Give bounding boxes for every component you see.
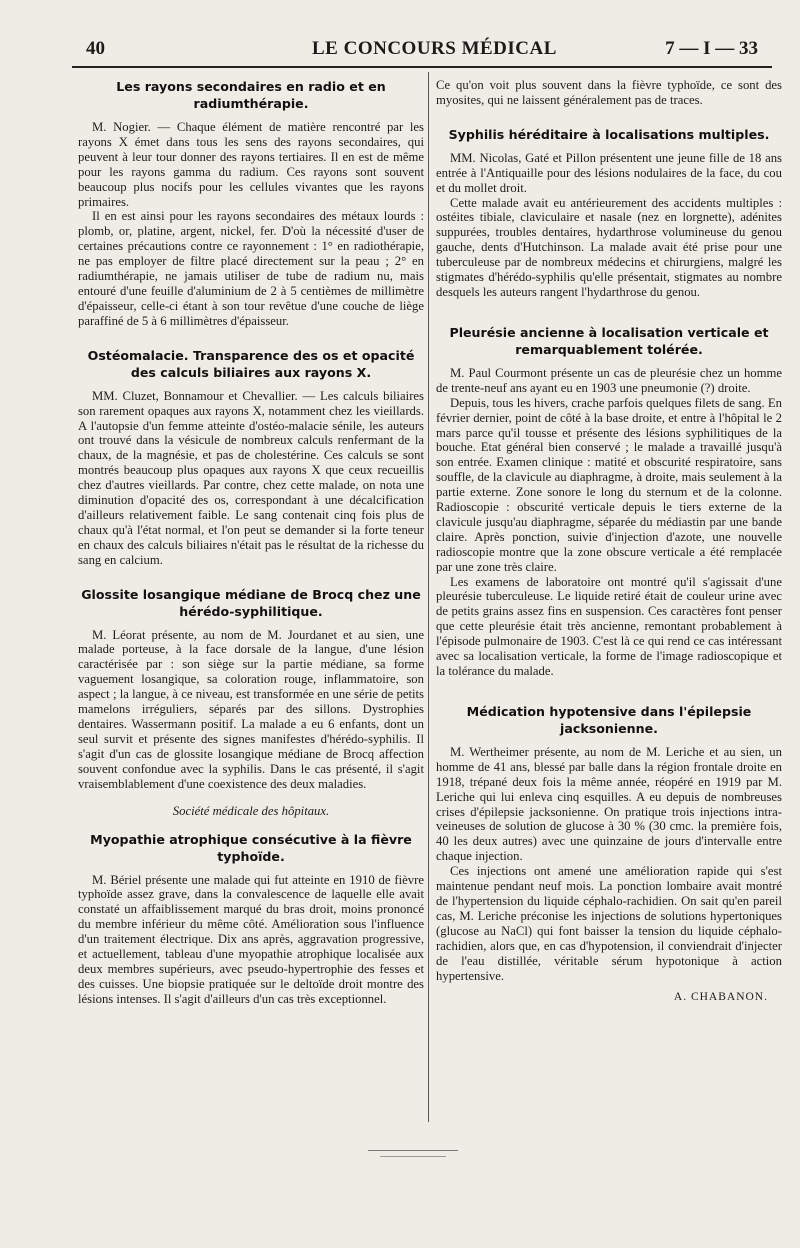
paragraph: Il en est ainsi pour les rayons secondaires des métaux lourds : plomb, or, platine, argent, nickel, fer. D'où la nécessité d'user de certaines précautions contre ce rayonnement : 1° en radiothérapie, ne pas employer de filtre placé directement sur la peau ; 2° en radiumthérapie, ne jamais utiliser de tube de radium nu, mais entouré d'une feuille d'aluminium de 2 à 5 centièmes de millimètre d'épaisseur, celle-ci étant à son tour revêtue d'une couche de liège paraffiné de 5 à 6 millimètres d'épaisseur. bbox=[78, 209, 424, 328]
paragraph: M. Nogier. — Chaque élément de matière rencontré par les rayons X émet dans tous les sens des rayons secondaires, qui peuvent à leur tour donner des rayons tertiaires. Il en est de même pour les rayons gamma du radium. Ces rayons sont souvent beaucoup plus nocifs pour les cellules vivantes que les rayons primaires. bbox=[78, 120, 424, 209]
paragraph: MM. Nicolas, Gaté et Pillon présentent une jeune fille de 18 ans entrée à l'Antiquaille pour des lésions nodulaires de la face, du cou et du mollet droit. bbox=[436, 150, 782, 195]
author-signature: A. CHABANON. bbox=[673, 991, 768, 1004]
article-title-osteomalacia: Ostéomalacie. Transparence des os et opacité des calculs biliaires aux rayons X. bbox=[87, 347, 415, 380]
left-column bbox=[78, 78, 424, 1007]
paragraph: M. Léorat présente, au nom de M. Jourdanet et au sien, une malade porteuse, à la face dorsale de la langue, d'une lésion caractérisée par : son siège sur la partie médiane, sa forme vaguement losangique, sa coloration rouge, inflammatoire, son aspect ; la langue, à ce niveau, est transformée en une série de petits mamelons irréguliers, séparés par des sillons. Dystrophies dentaires. Wassermann positif. La malade a eu 6 enfants, dont un seul survit et présente des signes manifestes d'hérédo-syphilis. Il s'agit d'un cas de glossite losangique médiane de Brocq affection souvent confondue avec la syphilis. Dans le cas présenté, il s'agit vraisemblablement d'une coexistence des deux maladies. bbox=[78, 627, 424, 791]
article-title-epilepsy: Médication hypotensive dans l'épilepsie jacksonienne. bbox=[466, 703, 752, 736]
paragraph: Depuis, tous les hivers, crache parfois quelques filets de sang. En février dernier, point de côté à la base droite, et entre à l'hôpital le 2 mars parce qu'il tousse et présente des lésions syphilitiques de la bouche. Etat général bien conservé ; le malade a travaillé jusqu'à son entrée. Examen clinique : matité et obscurité respiratoire, sans souffle, de la clavicule au diaphragme, à droite, mais seulement à la partie externe. Zone sonore le long du sternum et de la colonne. Radioscopie : obscurité verticale depuis le tiers externe de la clavicule jusqu'au diaphragme, séparée du médiastin par une bande claire. Après ponction, suivie d'injection d'azote, une nouvelle radioscopie montre que la zone obscure verticale a été remplacée par une zone très claire. bbox=[436, 395, 782, 574]
page-number: 40 bbox=[86, 38, 105, 59]
article-title-glossitis: Glossite losangique médiane de Brocq chez une hérédo-syphilitique. bbox=[81, 586, 421, 619]
journal-title: LE CONCOURS MÉDICAL bbox=[312, 38, 557, 59]
paragraph: M. Bériel présente une malade qui fut atteinte en 1910 de fièvre typhoïde assez grave, dans la convalescence de laquelle elle avait constaté un affaiblissement marqué du bras droit, moins prononcé du membre inférieur du même côté. Amélioration sous l'influence d'un traitement électrique. Dix ans après, aggravation progressive, et actuellement, tableau d'une myopathie atrophique localisée aux deux membres supérieurs, avec pseudo-hypertrophie des fesses et des cuisses. Une biopsie pratiquée sur le deltoïde droit montre des lésions intenses. Il s'agit d'ailleurs d'un cas très exceptionnel. bbox=[78, 872, 424, 1006]
right-column bbox=[436, 78, 782, 1003]
column-divider bbox=[428, 72, 429, 1122]
article-title-secondary-rays: Les rayons secondaires en radio et en radiumthérapie. bbox=[116, 79, 386, 111]
paragraph-continued: Ce qu'on voit plus souvent dans la fièvre typhoïde, ce sont des myosites, qui ne laissent généralement pas de traces. bbox=[436, 78, 782, 107]
paragraph: Ces injections ont amené une amélioration rapide qui s'est maintenue pendant neuf mois. La ponction lombaire avait montré de l'hypertension du liquide céphalo-rachidien. On sait qu'en pareil cas, M. Leriche préconise les injections de solutions hypertoniques (glucose au NaCl) qui font baisser la tension du liquide céphalo-rachidien, alors que, en cas d'hypotension, il conviendrait d'injecter de l'eau distillée, véritable sérum hypotonique à action hypertensive. bbox=[436, 864, 782, 983]
society-heading: Société médicale des hôpitaux. bbox=[172, 803, 330, 818]
header-rule bbox=[72, 66, 772, 68]
paragraph: Cette malade avait eu antérieurement des accidents multiples : ostéites tibiale, claviculaire et nasale (nez en lorgnette), adénites suppurées, troubles dentaires, hydarthrose volumineuse du genou gauche, dents d'Hutchinson. La malade avait été prise pour une tuberculeuse par de nombreux médecins et chirurgiens, malgré les stigmates d'hérédo-syphilis qu'elle présentait, stigmates au nombre desquels les auteurs rangent l'hydarthrose du genou. bbox=[436, 195, 782, 299]
paragraph: Les examens de laboratoire ont montré qu'il s'agissait d'une pleurésie tuberculeuse. Le liquide retiré était de couleur urine avec de petits grains assez fins en suspension. Ces caractères font penser que cette pleurésie était très ancienne, remontant probablement à l'épisode pulmonaire de 1903. C'est là ce qui rend ce cas intéressant avec sa localisation verticale, la forme de l'image radioscopique et la tolérance du malade. bbox=[436, 574, 782, 678]
article-title-pleurisy: Pleurésie ancienne à localisation verticale et remarquablement tolérée. bbox=[449, 324, 769, 357]
issue-date: 7 — I — 33 bbox=[665, 38, 758, 59]
paragraph: MM. Cluzet, Bonnamour et Chevallier. — Les calculs biliaires son rarement opaques aux rayons X, notamment chez les vieillards. A l'autopsie d'un femme atteinte d'ostéo-malacie sénile, les auteurs ont trouvé dans la vésicule de nombreux calculs renfermant de la chaux, de la magnésie, et pas de cholestérine. Ces calculs se sont montrés beaucoup plus opaques aux rayons X que ceux recueillis chez d'autres vieillards. Par contre, chez cette malade, on nota une diminution d'opacité des os, correspondant à une décalcification d'ailleurs relativement faible. Le sang contenait cinq fois plus de chaux qu'à l'état normal, et l'on peut se demander si la forte teneur en chaux des calculs biliaires n'était pas le résultat de la richesse du sang en calcium. bbox=[78, 388, 424, 567]
footer-rule bbox=[368, 1150, 458, 1151]
article-title-syphilis: Syphilis héréditaire à localisations multiples. bbox=[448, 126, 770, 142]
paragraph: M. Paul Courmont présente un cas de pleurésie chez un homme de trente-neuf ans ayant eu en 1903 une pneumonie (?) droite. bbox=[436, 365, 782, 395]
article-title-myopathy: Myopathie atrophique consécutive à la fièvre typhoïde. bbox=[90, 831, 412, 864]
page-header bbox=[72, 36, 768, 64]
paragraph: M. Wertheimer présente, au nom de M. Leriche et au sien, un homme de 41 ans, blessé par balle dans la région frontale droite en 1918, trépané deux fois la même année, réopéré en 1919 par M. Leriche qui lui enleva cinq esquilles. A eu depuis de nombreuses crises d'épilepsie jacksonienne. On pratique trois injections intra-veineuses de solution de glucose à 30 % (30 cmc. la première fois, 40 les deux autres) avec une quinzaine de jours d'intervalle entre chaque injection. bbox=[436, 744, 782, 864]
footer-rule bbox=[380, 1156, 446, 1157]
